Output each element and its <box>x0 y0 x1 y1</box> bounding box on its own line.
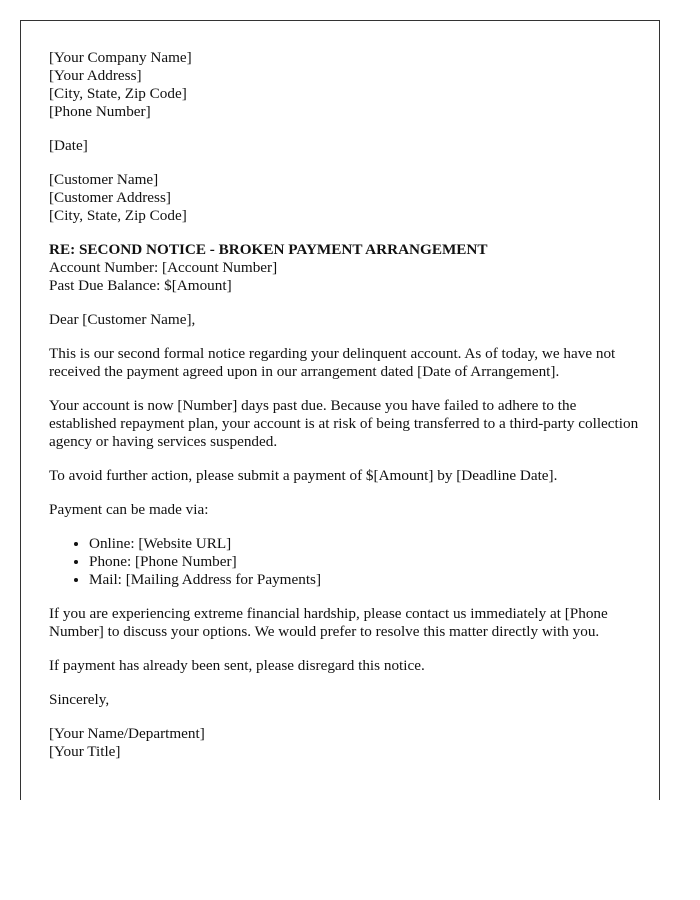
letter-page <box>20 20 660 800</box>
sender-company-name: [Your Company Name] <box>49 49 192 66</box>
paragraph-payment-intro: Payment can be made via: <box>49 501 209 518</box>
payment-method-phone: • Phone: [Phone Number] <box>89 553 639 571</box>
paragraph-notice: This is our second formal notice regarding your delinquent account. As of today, we have not received the payment agreed upon in our arrangement dated [Date of Arrangement]. <box>49 345 616 380</box>
recipient-city-state-zip: [City, State, Zip Code] <box>49 207 187 224</box>
salutation: Dear [Customer Name], <box>49 311 196 328</box>
recipient-block <box>49 171 639 225</box>
date-block <box>49 137 639 155</box>
sender-block <box>49 49 639 121</box>
signature-title: [Your Title] <box>49 743 121 760</box>
paragraph-avoid-action: To avoid further action, please submit a payment of $[Amount] by [Deadline Date]. <box>49 467 558 484</box>
sender-city-state-zip: [City, State, Zip Code] <box>49 85 187 102</box>
letter-date: [Date] <box>49 137 88 154</box>
account-number-line: Account Number: [Account Number] <box>49 259 278 276</box>
recipient-address: [Customer Address] <box>49 189 171 206</box>
paragraph-past-due: Your account is now [Number] days past due. Because you have failed to adhere to the established repayment plan, your account is at risk of being transferred to a third-party collection agency or having services suspended. <box>49 397 639 450</box>
sender-address: [Your Address] <box>49 67 142 84</box>
payment-method-online: • Online: [Website URL] <box>89 535 639 553</box>
recipient-name: [Customer Name] <box>49 171 159 188</box>
payment-method-mail: • Mail: [Mailing Address for Payments] <box>89 571 639 589</box>
payment-methods-list <box>49 535 639 589</box>
signature-block <box>49 725 639 761</box>
paragraph-disregard: If payment has already been sent, please disregard this notice. <box>49 657 425 674</box>
subject-block <box>49 241 639 295</box>
letter-body <box>49 49 639 777</box>
paragraph-hardship: If you are experiencing extreme financial hardship, please contact us immediately at [Phone Number] to discuss your options. We would prefer to resolve this matter directly with you. <box>49 605 608 640</box>
signature-name-department: [Your Name/Department] <box>49 725 205 742</box>
past-due-balance-line: Past Due Balance: $[Amount] <box>49 277 232 294</box>
closing: Sincerely, <box>49 691 110 708</box>
sender-phone: [Phone Number] <box>49 103 151 120</box>
subject-re-line: RE: SECOND NOTICE - BROKEN PAYMENT ARRANGEMENT <box>49 241 488 258</box>
